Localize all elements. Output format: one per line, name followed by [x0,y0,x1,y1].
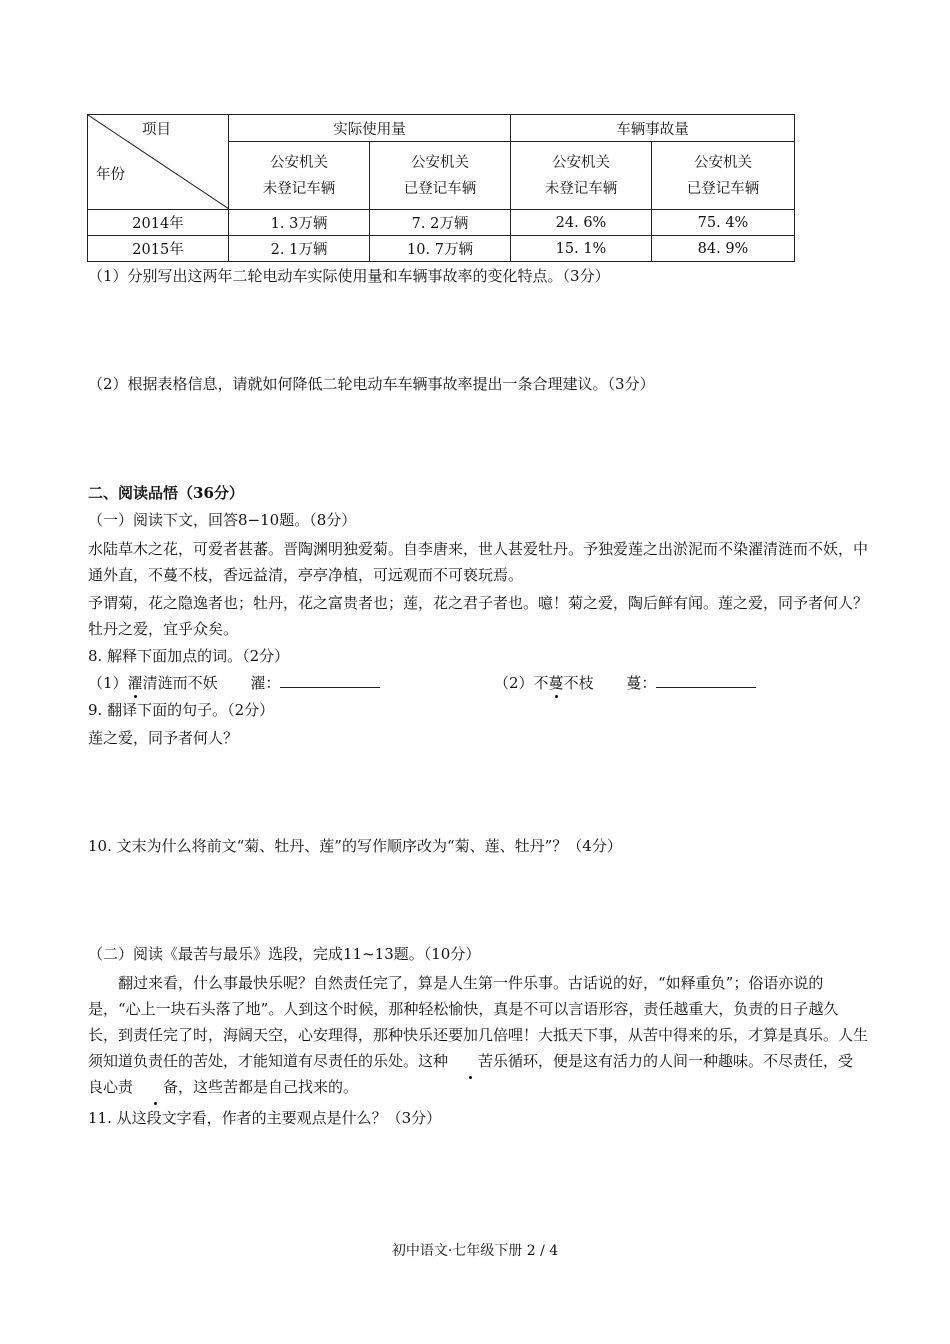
question-10: 10. 文末为什么将前文“菊、牡丹、莲”的写作顺序改为“菊、莲、牡丹”？（4分） [88,837,622,855]
table-corner-cell [88,115,229,210]
answer-blank[interactable] [656,673,756,688]
section-title: 二、阅读品悟（36分） [88,484,244,502]
table-row [88,236,795,262]
dotted-character: 蔓 [548,674,564,692]
question-8-item-1: （1）濯清涟而不妖 濯： [88,672,380,693]
question-table-1: （1）分别写出这两年二轮电动车实际使用量和车辆事故率的变化特点。（3分） [88,267,610,285]
table-cell: 15. 1% [511,236,652,262]
modern-text-paragraph: 翻过来看，什么事最快乐呢？自然责任完了，算是人生第一件乐事。古话说的好，“如释重负”；俗语亦说的是，“心上一块石头落了地”。人到这个时候，那种轻松愉快，真是不可以言语形容，责任越重大，负责的日子越久长，到责任完了时，海阔天空，心安理得，那种快乐还要加几倍哩！大抵天下事，从苦中得来的乐，才算是真乐。人生须知道负责任的苦处，才能知道有尽责任的乐处。这种 苦乐循环，便是这有活力的人间一种趣味。不尽责任，受良心责 备，这些苦都是自己找来的。 [88,970,868,1100]
table-cell: 2. 1万辆 [229,236,370,262]
subheader-cell: 公安机关 已登记车辆 [652,142,795,210]
table-cell: 84. 9% [652,236,795,262]
subheader-cell: 公安机关 未登记车辆 [511,142,652,210]
question-11: 11. 从这段文字看，作者的主要观点是什么？（3分） [88,1109,442,1127]
table-cell: 10. 7万辆 [370,236,511,262]
table-cell: 75. 4% [652,210,795,236]
question-8-item-2: （2）不蔓不枝 蔓： [494,672,756,693]
part2-intro: （二）阅读《最苦与最乐》选段，完成11~13题。（10分） [88,945,481,963]
subheader-cell: 公安机关 未登记车辆 [229,142,370,210]
group-header-usage: 实际使用量 [229,115,511,142]
row-year: 2014年 [88,210,229,236]
table-cell: 24. 6% [511,210,652,236]
dotted-character: 苦 [448,1048,493,1074]
row-year: 2015年 [88,236,229,262]
corner-bottom-label: 年份 [96,167,125,183]
table-cell: 1. 3万辆 [229,210,370,236]
dotted-character: 备 [133,1074,178,1100]
classical-text-paragraph-2: 予谓菊，花之隐逸者也；牡丹，花之富贵者也；莲，花之君子者也。噫！菊之爱，陶后鲜有闻。莲之爱，同予者何人？牡丹之爱，宜乎众矣。 [88,594,869,638]
data-table [87,114,795,262]
group-header-accidents: 车辆事故量 [511,115,795,142]
question-9: 9. 翻译下面的句子。（2分） [88,701,275,719]
part1-intro: （一）阅读下文，回答8−10题。（8分） [88,511,357,529]
page-footer: 初中语文·七年级下册 2 / 4 [391,1243,559,1259]
question-8: 8. 解释下面加点的词。（2分） [88,647,290,665]
question-table-2: （2）根据表格信息，请就如何降低二轮电动车车辆事故率提出一条合理建议。（3分） [88,375,655,393]
dotted-character: 濯 [127,674,143,692]
table-cell: 7. 2万辆 [370,210,511,236]
answer-blank[interactable] [280,673,380,688]
table-row [88,210,795,236]
subheader-cell: 公安机关 已登记车辆 [370,142,511,210]
classical-text-paragraph-1: 水陆草木之花，可爱者甚蕃。晋陶渊明独爱菊。自李唐来，世人甚爱牡丹。予独爱莲之出淤泥而不染濯清涟而不妖，中通外直，不蔓不枝，香远益清，亭亭净植，可远观而不可亵玩焉。 [88,540,869,584]
corner-top-label: 项目 [142,122,171,138]
question-9-sentence: 莲之爱，同予者何人？ [88,729,239,747]
